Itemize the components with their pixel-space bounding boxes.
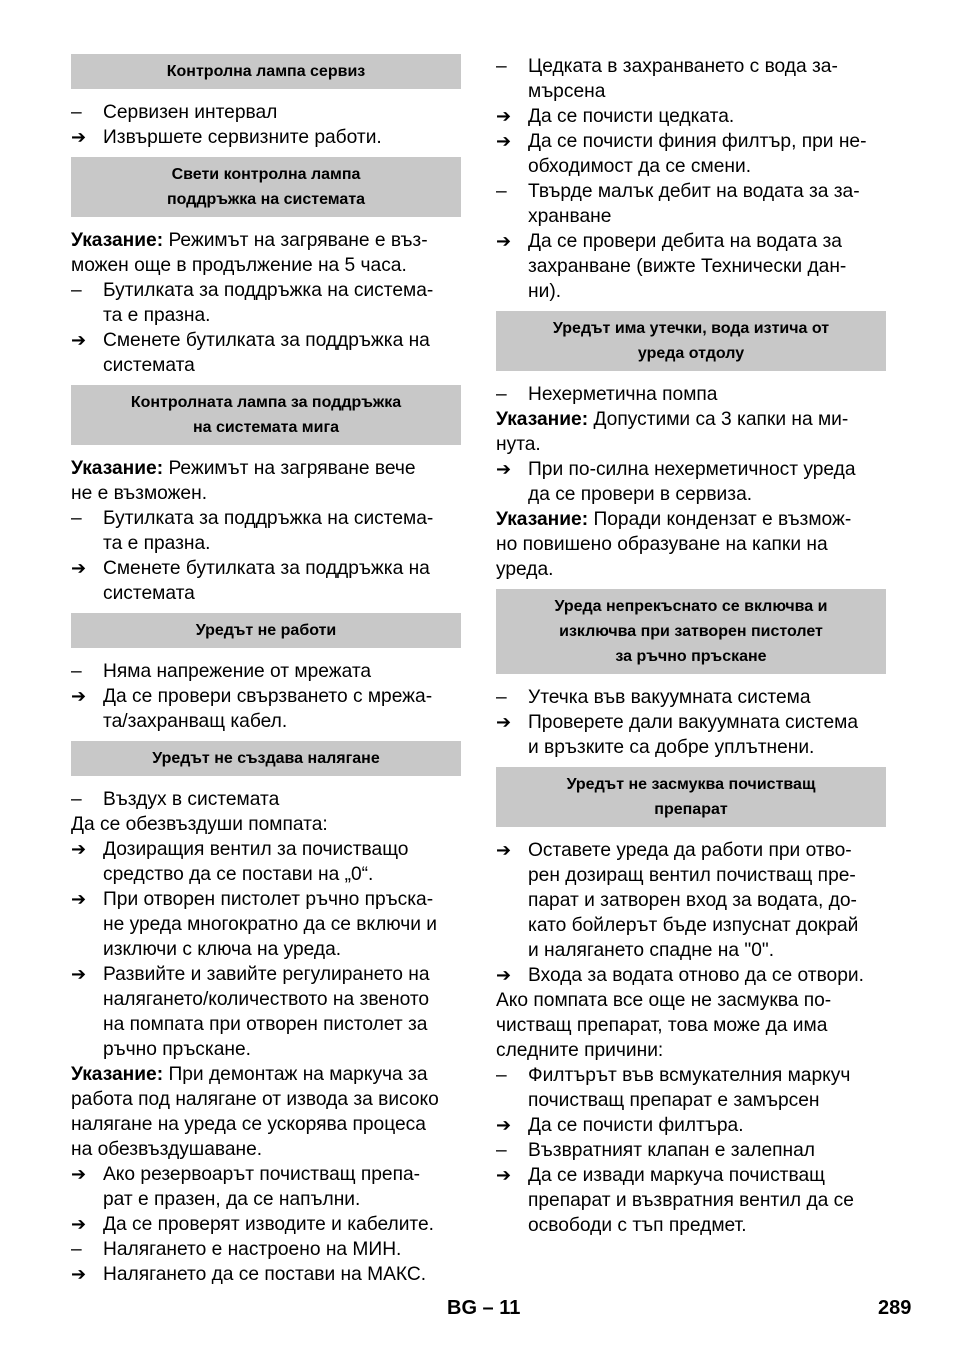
arrow-right-icon: ➔ [496, 1115, 512, 1135]
item-text: Да се проверят изводите и кабелите. [103, 1214, 435, 1235]
item-text: Филтърът във всмукателния маркуч почистващ препарат е замърсен [528, 1065, 851, 1111]
section-heading: Уредът не работи [71, 613, 461, 648]
dash-bullet-icon: – [71, 661, 82, 682]
dash-bullet-icon: – [71, 789, 82, 810]
item-text: Развийте и завийте регулирането на налягането/количеството на звеното на помпата при отворен пистолет за ръчно пръскане. [103, 964, 430, 1060]
item-text: Проверете дали вакуумната система и връзките са добре уплътнени. [528, 712, 859, 758]
fault-cause-item [71, 1237, 461, 1262]
dash-bullet-icon: – [496, 1065, 507, 1086]
note-paragraph [71, 456, 461, 506]
remedy-step-item [496, 1163, 886, 1238]
remedy-step-item [496, 838, 886, 963]
remedy-step-item [496, 457, 886, 507]
item-text: Налягането е настроено на МИН. [103, 1239, 402, 1260]
arrow-right-icon: ➔ [496, 840, 512, 860]
note-text: Допустими са 3 капки на ми- нута. [496, 409, 849, 455]
remedy-step-item [496, 710, 886, 760]
section-heading: Уредът не засмуква почистващ препарат [496, 767, 886, 827]
section-heading: Уредът има утечки, вода изтича от уреда отдолу [496, 311, 886, 371]
remedy-step-item [496, 1113, 886, 1138]
fault-cause-item [496, 179, 886, 229]
remedy-step-item [496, 104, 886, 129]
arrow-right-icon: ➔ [71, 1214, 87, 1234]
note-label: Указание: [496, 409, 589, 430]
dash-bullet-icon: – [71, 508, 82, 529]
remedy-step-item [71, 962, 461, 1062]
note-text: Поради кондензат е възмож- но повишено образуване на капки на уреда. [496, 509, 852, 580]
arrow-right-icon: ➔ [496, 106, 512, 126]
arrow-right-icon: ➔ [71, 889, 87, 909]
note-paragraph [496, 507, 886, 582]
remedy-step-item [71, 328, 461, 378]
remedy-step-item [71, 1162, 461, 1212]
section-heading: Контролната лампа за поддръжка на системата мига [71, 385, 461, 445]
item-text: Няма напрежение от мрежата [103, 661, 372, 682]
item-text: Въздух в системата [103, 789, 280, 810]
dash-bullet-icon: – [496, 1140, 507, 1161]
item-text: Сменете бутилката за поддръжка на системата [103, 330, 430, 376]
dash-bullet-icon: – [496, 181, 507, 202]
note-label: Указание: [71, 230, 164, 251]
item-text: Да се почисти финия филтър, при не- обходимост да се смени. [528, 131, 867, 177]
item-text: Нехерметична помпа [528, 384, 718, 405]
note-paragraph [71, 1062, 461, 1162]
section-heading: Уредът не създава налягане [71, 741, 461, 776]
fault-cause-item [496, 1063, 886, 1113]
item-text: Утечка във вакуумната система [528, 687, 811, 708]
dash-bullet-icon: – [71, 1239, 82, 1260]
dash-bullet-icon: – [496, 687, 507, 708]
note-paragraph [496, 407, 886, 457]
item-text: Да се почисти филтъра. [528, 1115, 744, 1136]
note-text: При демонтаж на маркуча за работа под налягане от извода за високо налягане на уреда се ускорява процеса на обезвъздушаване. [71, 1064, 439, 1160]
arrow-right-icon: ➔ [496, 712, 512, 732]
item-text: Входа за водата отново да се отвори. [528, 965, 864, 986]
item-text: Да се почисти цедката. [528, 106, 735, 127]
fault-cause-item [496, 685, 886, 710]
note-paragraph [71, 228, 461, 278]
arrow-right-icon: ➔ [71, 839, 87, 859]
arrow-right-icon: ➔ [496, 131, 512, 151]
note-text: Режимът на загряване вече не е възможен. [71, 458, 416, 504]
item-text: Цедката в захранването с вода за- мърсена [528, 56, 838, 102]
item-text: Да се провери дебита на водата за захранване (вижте Технически дан- ни). [528, 231, 847, 302]
body-paragraph: Ако помпата все още не засмуква по- чистващ препарат, това може да има следните причини: [496, 990, 832, 1061]
dash-bullet-icon: – [496, 56, 507, 77]
item-text: Оставете уреда да работи при отво- рен дозиращ вентил почистващ пре- парат и затворен вход за водата, до- като бойлерът бъде изпуснат докрай и налягането спадне на "0". [528, 840, 859, 961]
item-text: Извършете сервизните работи. [103, 127, 382, 148]
arrow-right-icon: ➔ [496, 965, 512, 985]
arrow-right-icon: ➔ [71, 127, 87, 147]
dash-bullet-icon: – [71, 102, 82, 123]
item-text: Сменете бутилката за поддръжка на системата [103, 558, 430, 604]
item-text: Ако резервоарът почистващ препа- рат е празен, да се напълни. [103, 1164, 421, 1210]
item-text: Сервизен интервал [103, 102, 278, 123]
footer-section-label: BG – 11 [447, 1297, 521, 1319]
remedy-step-item [71, 887, 461, 962]
note-label: Указание: [71, 458, 164, 479]
remedy-step-item [496, 963, 886, 988]
item-text: Дозиращия вентил за почистващо средство да се постави на „0“. [103, 839, 409, 885]
item-text: Бутилката за поддръжка на система- та е празна. [103, 508, 434, 554]
fault-cause-item [496, 54, 886, 104]
section-heading: Свети контролна лампа поддръжка на системата [71, 157, 461, 217]
fault-cause-item [71, 278, 461, 328]
remedy-step-item [71, 125, 461, 150]
arrow-right-icon: ➔ [71, 964, 87, 984]
remedy-step-item [71, 556, 461, 606]
note-label: Указание: [496, 509, 589, 530]
item-text: Да се извади маркуча почистващ препарат и възвратния вентил да се освободи с тъп предмет. [528, 1165, 854, 1236]
arrow-right-icon: ➔ [71, 558, 87, 578]
remedy-step-item [71, 1212, 461, 1237]
remedy-step-item [71, 684, 461, 734]
remedy-step-item [71, 1262, 461, 1287]
note-text: Режимът на загряване е въз- можен още в продължение на 5 часа. [71, 230, 428, 276]
fault-cause-item [71, 506, 461, 556]
remedy-step-item [496, 229, 886, 304]
arrow-right-icon: ➔ [71, 330, 87, 350]
arrow-right-icon: ➔ [496, 459, 512, 479]
fault-cause-item [71, 787, 461, 812]
item-text: Твърде малък дебит на водата за за- хранване [528, 181, 860, 227]
section-heading: Контролна лампа сервиз [71, 54, 461, 89]
arrow-right-icon: ➔ [496, 1165, 512, 1185]
remedy-step-item [71, 837, 461, 887]
right-column [496, 54, 886, 1238]
fault-cause-item [71, 659, 461, 684]
remedy-step-item [496, 129, 886, 179]
fault-cause-item [496, 1138, 886, 1163]
fault-cause-item [71, 100, 461, 125]
page-number: 289 [878, 1297, 912, 1319]
item-text: При отворен пистолет ръчно пръска- не уреда многократно да се включи и изключи с ключа на уреда. [103, 889, 438, 960]
item-text: Възвратният клапан е залепнал [528, 1140, 815, 1161]
left-column [71, 54, 461, 1287]
section-heading: Уреда непрекъснато се включва и изключва при затворен пистолет за ръчно пръскане [496, 589, 886, 674]
fault-cause-item [496, 382, 886, 407]
arrow-right-icon: ➔ [71, 1164, 87, 1184]
item-text: Да се провери свързването с мрежа- та/захранващ кабел. [103, 686, 433, 732]
item-text: Бутилката за поддръжка на система- та е празна. [103, 280, 434, 326]
arrow-right-icon: ➔ [71, 686, 87, 706]
arrow-right-icon: ➔ [71, 1264, 87, 1284]
item-text: При по-силна нехерметичност уреда да се провери в сервиза. [528, 459, 856, 505]
dash-bullet-icon: – [71, 280, 82, 301]
body-paragraph: Да се обезвъздуши помпата: [71, 814, 328, 835]
note-label: Указание: [71, 1064, 164, 1085]
arrow-right-icon: ➔ [496, 231, 512, 251]
item-text: Налягането да се постави на МАКС. [103, 1264, 427, 1285]
dash-bullet-icon: – [496, 384, 507, 405]
